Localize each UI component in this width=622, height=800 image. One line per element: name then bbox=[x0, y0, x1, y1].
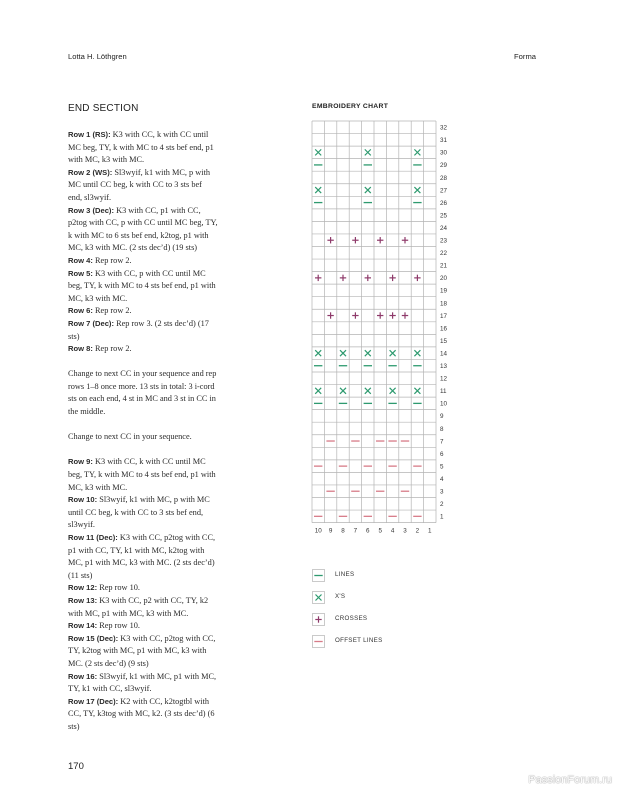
instruction-text: Rep row 2. bbox=[92, 255, 132, 265]
chart-symbol-x bbox=[390, 388, 396, 394]
row-number-label: 24 bbox=[440, 224, 448, 232]
row-number-label: 17 bbox=[440, 312, 448, 320]
header-author: Lotta H. Löthgren bbox=[68, 52, 127, 61]
legend-symbol-x bbox=[316, 595, 322, 601]
chart-symbol-cross bbox=[402, 237, 408, 243]
row-label: Row 9: bbox=[68, 457, 93, 467]
instruction-paragraph bbox=[68, 671, 218, 696]
row-number-label: 21 bbox=[440, 262, 448, 270]
instructions-text bbox=[68, 129, 218, 734]
instruction-paragraph bbox=[68, 368, 218, 418]
page-number: 170 bbox=[68, 761, 84, 772]
chart-symbol-x bbox=[390, 350, 396, 356]
row-number-label: 19 bbox=[440, 287, 448, 295]
instruction-text: Rep row 2. bbox=[92, 306, 132, 316]
instruction-text: Sl3wyif, k1 with MC, p1 with MC, TY, k1 with CC, sl3wyif. bbox=[68, 671, 217, 694]
row-number-label: 15 bbox=[440, 337, 448, 345]
chart-symbol-cross bbox=[315, 275, 321, 281]
column-number-label: 8 bbox=[341, 527, 345, 535]
row-number-label: 1 bbox=[440, 513, 444, 521]
row-number-label: 27 bbox=[440, 187, 448, 195]
legend-item-offset bbox=[312, 635, 432, 648]
chart-symbol-cross bbox=[327, 237, 333, 243]
instruction-paragraph bbox=[68, 255, 218, 268]
row-label: Row 7 (Dec): bbox=[68, 318, 114, 328]
column-number-label: 9 bbox=[328, 527, 333, 535]
instruction-text: Rep row 10. bbox=[97, 583, 140, 593]
instruction-text: K3 with CC, p2tog with CC, TY, k2tog with MC, p1 with MC, k3 with MC. (2 sts dec’d) (9 sts) bbox=[68, 633, 216, 668]
row-number-label: 9 bbox=[440, 413, 444, 421]
row-label: Row 13: bbox=[68, 595, 98, 605]
row-number-label: 32 bbox=[440, 124, 448, 132]
row-label: Row 3 (Dec): bbox=[68, 205, 114, 215]
instruction-paragraph bbox=[68, 129, 218, 167]
instruction-paragraph bbox=[68, 343, 218, 356]
section-title: END SECTION bbox=[68, 103, 139, 114]
chart-symbol-cross bbox=[340, 275, 346, 281]
instruction-paragraph bbox=[68, 532, 218, 582]
row-number-label: 7 bbox=[440, 438, 444, 446]
instruction-paragraph bbox=[68, 620, 218, 633]
row-number-label: 5 bbox=[440, 463, 444, 471]
legend-item-cross bbox=[312, 613, 432, 626]
chart-symbol-cross bbox=[389, 312, 395, 318]
row-number-label: 20 bbox=[440, 275, 448, 283]
watermark: PassionForum.ru bbox=[528, 774, 612, 786]
instruction-text: K3 with CC, p1 with CC, p2tog with CC, p with CC until MC beg, TY, k with MC to 6 sts bef end, k2tog, p1 with MC, k3 with MC. (2 sts dec’d) (19 sts) bbox=[68, 205, 218, 253]
row-number-label: 25 bbox=[440, 212, 448, 220]
row-number-label: 18 bbox=[440, 300, 448, 308]
instruction-text: Rep row 2. bbox=[92, 344, 132, 354]
row-number-label: 3 bbox=[440, 488, 444, 496]
embroidery-chart bbox=[300, 115, 460, 540]
row-number-label: 14 bbox=[440, 350, 448, 358]
instruction-paragraph bbox=[68, 494, 218, 532]
row-number-label: 11 bbox=[440, 388, 447, 396]
chart-title: EMBROIDERY CHART bbox=[312, 103, 389, 110]
instruction-text: K3 with CC, p2tog with CC, p1 with CC, TY, k1 with MC, k2tog with MC, p1 with MC, k3 with MC. (2 sts dec’d) (11 sts) bbox=[68, 533, 216, 580]
legend-symbol-cross bbox=[315, 616, 321, 622]
row-number-label: 6 bbox=[440, 450, 444, 458]
row-number-label: 2 bbox=[440, 501, 444, 509]
legend-item-line bbox=[312, 569, 432, 582]
legend-item-x bbox=[312, 591, 432, 604]
legend-swatch bbox=[312, 569, 325, 582]
chart-symbol-cross bbox=[377, 237, 383, 243]
chart-symbol-x bbox=[365, 187, 371, 193]
row-label: Row 8: bbox=[68, 344, 93, 354]
chart-symbol-x bbox=[315, 388, 321, 394]
instruction-paragraph bbox=[68, 318, 218, 343]
row-label: Row 12: bbox=[68, 583, 98, 593]
column-number-label: 6 bbox=[366, 527, 370, 535]
row-number-label: 13 bbox=[440, 363, 448, 371]
instruction-text: K3 with CC, k with CC until MC beg, TY, k with MC to 4 sts bef end, p1 with MC, k3 with MC. bbox=[68, 457, 216, 492]
instruction-paragraph bbox=[68, 456, 218, 494]
row-number-label: 10 bbox=[440, 400, 448, 408]
chart-symbol-x bbox=[414, 388, 420, 394]
instruction-text: Sl3wyif, k1 with MC, p with MC until CC beg, k with CC to 3 sts bef end, sl3wyif. bbox=[68, 495, 210, 530]
paragraph-gap bbox=[68, 444, 218, 457]
row-number-label: 29 bbox=[440, 162, 448, 170]
row-label: Row 4: bbox=[68, 255, 93, 265]
row-label: Row 14: bbox=[68, 621, 98, 631]
chart-symbol-x bbox=[315, 149, 321, 155]
row-number-label: 31 bbox=[440, 137, 448, 145]
chart-symbol-x bbox=[414, 149, 420, 155]
instruction-text: Change to next CC in your sequence and rep rows 1–8 once more. 13 sts in total: 3 i-cord sts on each end, 4 st in MC and 3 st in CC in the middle. bbox=[68, 369, 217, 417]
row-number-label: 26 bbox=[440, 199, 448, 207]
row-number-label: 30 bbox=[440, 149, 448, 157]
row-label: Row 2 (WS): bbox=[68, 167, 113, 177]
chart-symbol-cross bbox=[352, 312, 358, 318]
instruction-paragraph bbox=[68, 167, 218, 205]
column-number-label: 1 bbox=[428, 527, 432, 535]
chart-symbol-x bbox=[414, 350, 420, 356]
column-number-label: 3 bbox=[403, 527, 407, 535]
legend-swatch bbox=[312, 591, 325, 604]
chart-symbol-cross bbox=[402, 312, 408, 318]
row-label: Row 10: bbox=[68, 495, 98, 505]
instruction-paragraph bbox=[68, 696, 218, 734]
instruction-paragraph bbox=[68, 633, 218, 671]
legend-label: OFFSET LINES bbox=[335, 637, 383, 644]
row-label: Row 5: bbox=[68, 268, 93, 278]
row-number-label: 23 bbox=[440, 237, 448, 245]
row-number-label: 12 bbox=[440, 375, 448, 383]
instruction-text: K2 with CC, k2togtbl with CC, TY, k3tog with MC, k2. (3 sts dec’d) (6 sts) bbox=[68, 696, 215, 731]
chart-symbol-cross bbox=[327, 312, 333, 318]
chart-symbol-cross bbox=[389, 275, 395, 281]
chart-symbol-cross bbox=[414, 275, 420, 281]
chart-symbol-cross bbox=[377, 312, 383, 318]
row-label: Row 16: bbox=[68, 671, 98, 681]
chart-symbol-cross bbox=[352, 237, 358, 243]
chart-symbol-x bbox=[414, 187, 420, 193]
instruction-paragraph bbox=[68, 595, 218, 620]
header-magazine: Forma bbox=[514, 52, 536, 61]
chart-symbol-x bbox=[365, 350, 371, 356]
row-label: Row 6: bbox=[68, 306, 93, 316]
instruction-text: Change to next CC in your sequence. bbox=[68, 432, 192, 442]
instruction-text: K3 with CC, k with CC until MC beg, TY, k with MC to 4 sts bef end, p1 with MC, k3 with MC. bbox=[68, 130, 214, 165]
paragraph-gap bbox=[68, 356, 218, 369]
legend-swatch bbox=[312, 613, 325, 626]
row-label: Row 17 (Dec): bbox=[68, 696, 119, 706]
chart-symbol-x bbox=[365, 388, 371, 394]
instruction-text: Sl3wyif, k1 with MC, p with MC until CC beg, k with CC to 3 sts bef end, sl3wyif. bbox=[68, 167, 211, 202]
instruction-text: K3 with CC, p with CC until MC beg, TY, k with MC to 4 sts bef end, p1 with MC, k3 with MC. bbox=[68, 268, 216, 303]
column-number-label: 7 bbox=[353, 527, 358, 535]
row-number-label: 4 bbox=[440, 475, 444, 483]
row-number-label: 8 bbox=[440, 425, 444, 433]
instruction-text: Rep row 10. bbox=[97, 621, 140, 631]
chart-symbol-cross bbox=[365, 275, 371, 281]
instruction-paragraph bbox=[68, 205, 218, 255]
column-number-label: 2 bbox=[415, 527, 420, 535]
instruction-paragraph bbox=[68, 431, 218, 444]
instruction-text: K3 with CC, p2 with CC, TY, k2 with MC, p1 with MC, k3 with MC. bbox=[68, 595, 209, 618]
row-number-label: 22 bbox=[440, 250, 448, 258]
row-number-label: 28 bbox=[440, 174, 448, 182]
row-number-label: 16 bbox=[440, 325, 448, 333]
instruction-text: Rep row 3. (2 sts dec’d) (17 sts) bbox=[68, 318, 209, 341]
row-label: Row 15 (Dec): bbox=[68, 633, 119, 643]
chart-symbol-x bbox=[315, 187, 321, 193]
paragraph-gap bbox=[68, 419, 218, 432]
row-label: Row 11 (Dec): bbox=[68, 533, 118, 542]
legend-swatch bbox=[312, 635, 325, 648]
chart-symbol-x bbox=[340, 388, 346, 394]
chart-symbol-x bbox=[365, 149, 371, 155]
chart-symbol-x bbox=[340, 350, 346, 356]
row-label: Row 1 (RS): bbox=[68, 130, 111, 139]
instruction-paragraph bbox=[68, 305, 218, 318]
column-number-label: 10 bbox=[314, 527, 322, 535]
instruction-paragraph bbox=[68, 582, 218, 595]
column-number-label: 5 bbox=[378, 527, 382, 535]
legend-label: LINES bbox=[335, 571, 355, 578]
instruction-paragraph bbox=[68, 268, 218, 306]
legend-label: X'S bbox=[335, 593, 346, 600]
column-number-label: 4 bbox=[390, 527, 395, 535]
legend-label: CROSSES bbox=[335, 615, 368, 622]
chart-symbol-x bbox=[315, 350, 321, 356]
